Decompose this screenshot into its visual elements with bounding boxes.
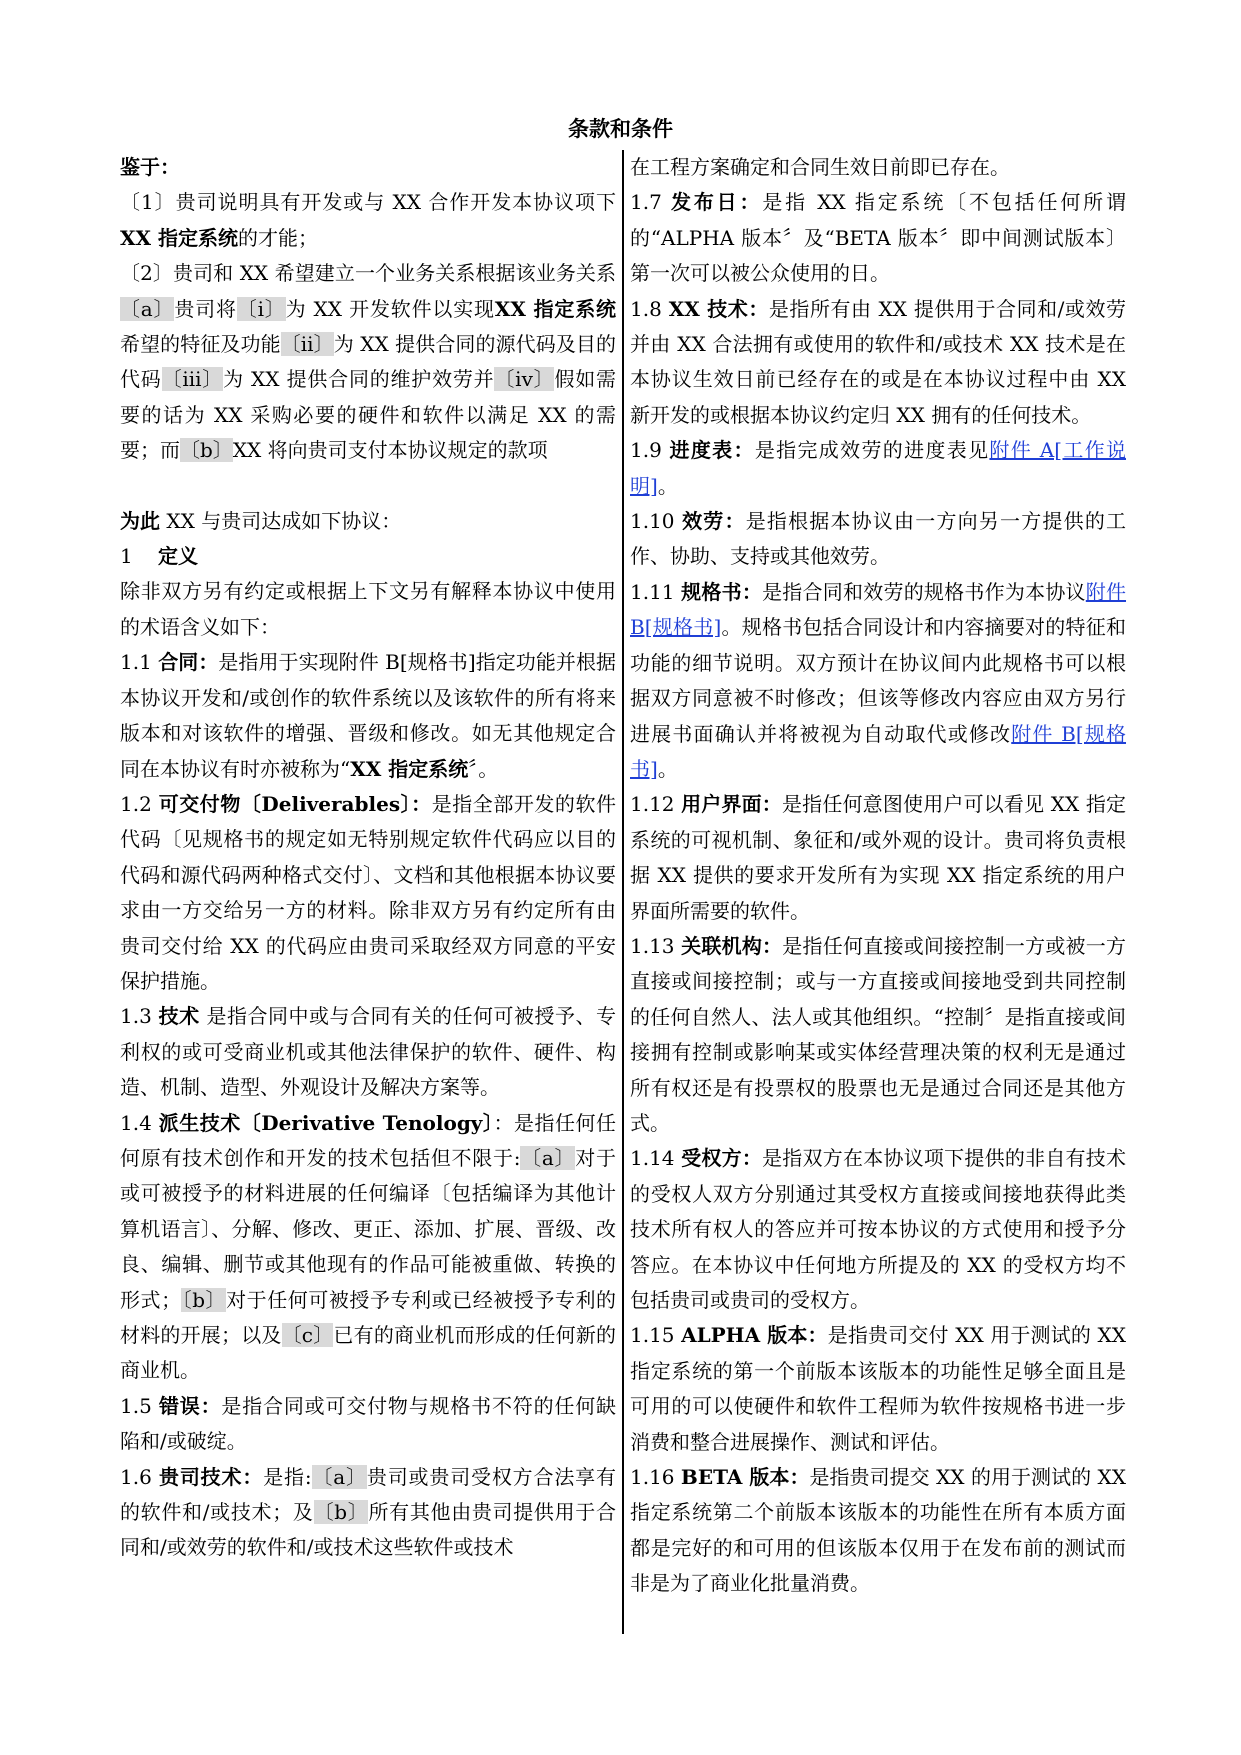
left-column	[120, 150, 624, 1634]
definition-1-5: 1.5 错误：是指合同或可交付物与规格书不符的任何缺陷和/或破绽。	[120, 1393, 617, 1454]
definition-1-4: 1.4 派生技术〔Derivative Tenology〕：是指任何任何原有技术创作和开发的技术包括但不限于:〔a〕对于或可被授予的材料进展的任何编译〔包括编译为其他计算机语言〕、分解、修改、更正、添加、扩展、晋级、改良、编辑、删节或其他现有的作品可能被重做、转换的形式；〔b〕对于任何可被授予专利或已经被授予专利的材料的开展；以及〔c〕已有的商业机而形成的任何新的商业机。	[120, 1110, 617, 1383]
definition-1-15: 1.15 ALPHA 版本：是指贵司交付 XX 用于测试的 XX 指定系统的第一个前版本该版本的功能性足够全面且是可用的可以使硬件和软件工程师为软件按规格书进一步消费和整合进展操作、测试和评估。	[630, 1323, 1127, 1454]
recital-1: 〔1〕贵司说明具有开发或与 XX 合作开发本协议项下XX 指定系统的才能；	[120, 190, 616, 250]
appendix-b-link[interactable]: 附件 B[规格书]	[630, 579, 1127, 640]
definition-1-8: 1.8 XX 技术：是指所有由 XX 提供用于合同和/或效劳并由 XX 合法拥有或使用的软件和/或技术 XX 技术是在本协议生效日前已经存在的或是在本协议过程中由 XX 新开发的或根据本协议约定归 XX 拥有的任何技术。	[630, 296, 1127, 427]
recital-2: 〔2〕贵司和 XX 希望建立一个业务关系根据该业务关系〔a〕贵司将〔i〕为 XX 开发软件以实现XX 指定系统希望的特征及功能〔ii〕为 XX 提供合同的源代码及目的代码〔iii〕为 XX 提供合同的维护效劳并〔iv〕假如需要的话为 XX 采购必要的硬件和软件以满足 XX 的需要；而〔b〕XX 将向贵司支付本协议规定的款项	[120, 261, 617, 463]
definition-1-14: 1.14 受权方：是指双方在本协议项下提供的非自有技术的受权人双方分别通过其受权方直接或间接地获得此类技术所有权人的答应并可按本协议的方式使用和授予分答应。在本协议中任何地方所提及的 XX 的受权方均不包括贵司或贵司的受权方。	[630, 1146, 1127, 1312]
definition-1-10: 1.10 效劳：是指根据本协议由一方向另一方提供的工作、协助、支持或其他效劳。	[630, 509, 1127, 569]
item-marker-iii: 〔iii〕	[161, 367, 224, 392]
definition-1-3: 1.3 技术 是指合同中或与合同有关的任何可被授予、专利权的或可受商业机或其他法律保护的软件、硬件、构造、机制、造型、外观设计及解决方案等。	[120, 1004, 617, 1100]
appendix-a-link[interactable]: 附件 A[工作说明]	[630, 438, 1126, 498]
definition-1-6-continued: 在工程方案确定和合同生效日前即已存在。	[630, 155, 1010, 179]
definition-1-13: 1.13 关联机构：是指任何直接或间接控制一方或被一方直接或间接控制；或与一方直接或间接地受到共同控制的任何自然人、法人或其他组织。“控制〞是指直接或间接拥有控制或影响某或实体经营理决策的权利无是通过所有权还是有投票权的股票也无是通过合同还是其他方式。	[630, 933, 1127, 1135]
definition-1-7: 1.7 发布日：是指 XX 指定系统〔不包括任何所谓的“ALPHA 版本〞及“BETA 版本〞即中间测试版本〕第一次可以被公众使用的日。	[630, 190, 1127, 286]
section-1-heading: 1 定义	[120, 544, 198, 569]
item-marker-iv: 〔iv〕	[494, 367, 555, 392]
definition-1-9: 1.9 进度表：是指完成效劳的进度表见附件 A[工作说明]。	[630, 438, 1126, 498]
definition-1-11: 1.11 规格书：是指合同和效劳的规格书作为本协议附件 B[规格书]。规格书包括合同设计和内容摘要对的特征和功能的细节说明。双方预计在协议间内此规格书可以根据双方同意被不时修改；但该等修改内容应由双方另行进展书面确认并将被视为自动取代或修改附件 B[规格书]。	[630, 579, 1127, 781]
page-title: 条款和条件	[568, 116, 673, 141]
right-column	[630, 150, 1126, 1602]
definition-1-1: 1.1 合同：是指用于实现附件 B[规格书]指定功能并根据本协议开发和/或创作的软件系统以及该软件的所有将来版本和对该软件的增强、晋级和修改。如无其他规定合同在本协议有时亦被称为“XX 指定系统〞。	[120, 650, 616, 781]
item-marker-ii: 〔ii〕	[280, 332, 334, 357]
section-1-intro: 除非双方另有约定或根据上下文另有解释本协议中使用的术语含义如下：	[120, 579, 616, 639]
definition-1-12: 1.12 用户界面：是指任何意图使用户可以看见 XX 指定系统的可视机制、象征和/或外观的设计。贵司将负责根据 XX 提供的要求开发所有为实现 XX 指定系统的用户界面所需要的软件。	[630, 792, 1127, 923]
item-marker-a: 〔a〕	[120, 296, 175, 321]
whereas-heading: 鉴于：	[120, 155, 180, 179]
definition-1-6: 1.6 贵司技术：是指:〔a〕贵司或贵司受权方合法享有的软件和/或技术；及〔b〕所有其他由贵司提供用于合同和/或效劳的软件和/或技术这些软件或技术	[120, 1464, 617, 1560]
agreement-statement: 为此 XX 与贵司达成如下协议：	[120, 508, 402, 533]
appendix-b-link[interactable]: 附件 B[规格书]	[630, 721, 1127, 781]
item-marker-i: 〔i〕	[236, 296, 286, 321]
definition-1-16: 1.16 BETA 版本：是指贵司提交 XX 的用于测试的 XX 指定系统第二个前版本该版本的功能性在所有本质方面都是完好的和可用的但该版本仅用于在发布前的测试而非是为了商业化批量消费。	[630, 1465, 1127, 1596]
definition-1-2: 1.2 可交付物〔Deliverables〕：是指全部开发的软件代码〔见规格书的规定如无特别规定软件代码应以目的代码和源代码两种格式交付〕、文档和其他根据本协议要求由一方交给另一方的材料。除非双方另有约定所有由贵司交付给 XX 的代码应由贵司采取经双方同意的平安保护措施。	[120, 791, 617, 993]
item-marker-b: 〔b〕	[180, 438, 233, 463]
